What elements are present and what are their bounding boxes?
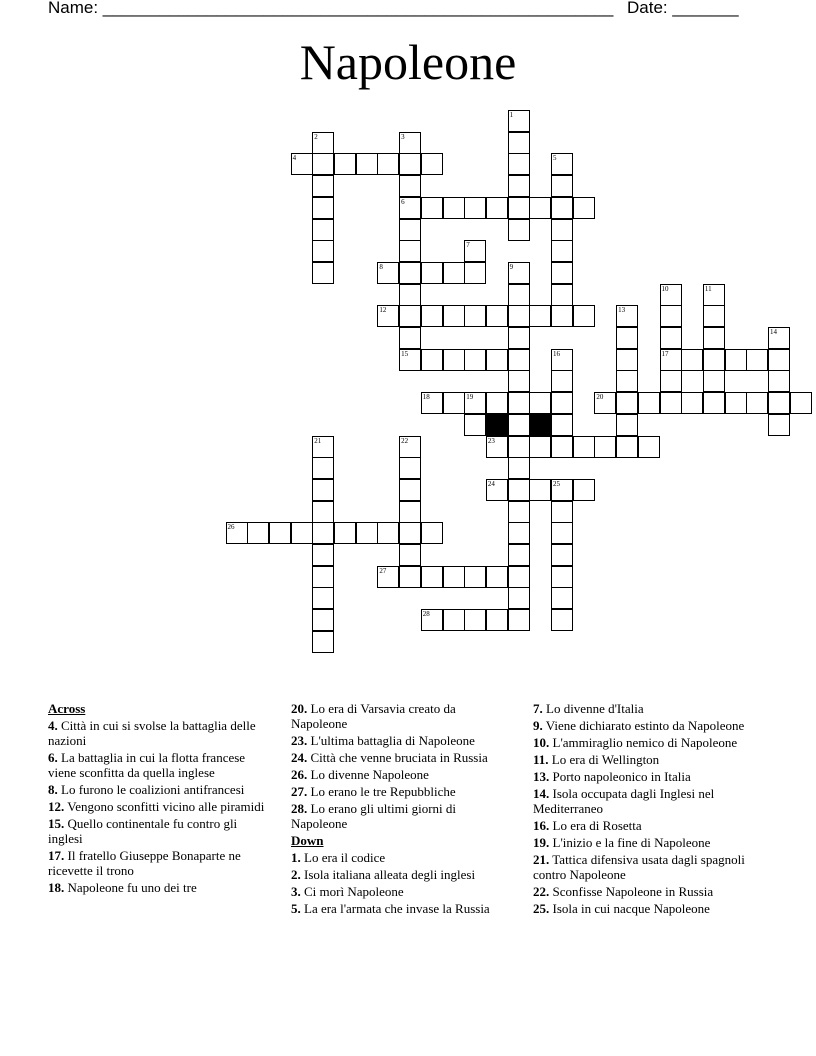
clue-item <box>48 816 270 846</box>
clue-number: 17. <box>48 848 65 863</box>
clue-text: L'ultima battaglia di Napoleone <box>307 733 475 748</box>
grid-cell[interactable] <box>551 566 573 588</box>
clue-number: 21. <box>533 852 550 867</box>
clue-item <box>291 850 513 865</box>
grid-cell[interactable] <box>508 566 530 588</box>
grid-cell[interactable] <box>421 197 443 219</box>
clue-number: 11. <box>533 752 549 767</box>
grid-cell[interactable] <box>508 479 530 501</box>
grid-cell[interactable] <box>443 392 465 414</box>
grid-cell[interactable] <box>399 175 421 197</box>
clue-number: 24. <box>291 750 308 765</box>
clue-text: L'ammiraglio nemico di Napoleone <box>549 735 738 750</box>
grid-cell[interactable] <box>768 370 790 392</box>
grid-cell[interactable] <box>377 522 399 544</box>
clue-item <box>533 786 763 816</box>
clue-number: 1 <box>509 111 514 119</box>
grid-cell[interactable] <box>443 305 465 327</box>
down-heading: Down <box>291 833 324 848</box>
clue-item <box>533 818 763 833</box>
grid-cell[interactable] <box>421 262 443 284</box>
grid-cell[interactable] <box>529 479 551 501</box>
grid-cell[interactable] <box>508 544 530 566</box>
grid-cell[interactable] <box>746 349 768 371</box>
grid-cell[interactable] <box>399 153 421 175</box>
clue-number: 7 <box>466 241 470 250</box>
clue-number: 19. <box>533 835 550 850</box>
grid-cell[interactable] <box>551 262 573 284</box>
grid-cell[interactable] <box>443 197 465 219</box>
clue-number: 9 <box>509 262 514 271</box>
clue-number: 22. <box>533 884 550 899</box>
grid-cell[interactable] <box>681 349 703 371</box>
clue-item <box>533 735 763 750</box>
grid-cell[interactable] <box>356 153 378 175</box>
grid-cell[interactable] <box>464 414 486 436</box>
clue-item <box>291 784 513 799</box>
name-field: Name: ______________________________________________________ <box>48 0 614 17</box>
grid-cell[interactable] <box>486 609 508 631</box>
clue-text: Isola italiana alleata degli inglesi <box>300 867 476 882</box>
grid-cell[interactable] <box>486 392 508 414</box>
grid-cell[interactable] <box>616 370 638 392</box>
grid-cell[interactable] <box>421 305 443 327</box>
grid-cell[interactable] <box>508 392 530 414</box>
grid-cell[interactable] <box>660 327 682 349</box>
grid-cell[interactable] <box>508 132 530 154</box>
grid-cell[interactable] <box>421 522 443 544</box>
clue-text: Lo divenne d'Italia <box>542 701 644 716</box>
clue-text: La battaglia in cui la flotta francese viene sconfitta da quella inglese <box>48 750 246 780</box>
clue-item <box>291 867 513 882</box>
clue-text: Lo furono le coalizioni antifrancesi <box>57 782 245 797</box>
clue-item <box>291 767 513 782</box>
clue-text: Lo era di Varsavia creato da Napoleone <box>291 701 456 731</box>
grid-cell[interactable] <box>551 392 573 414</box>
grid-cell[interactable] <box>725 349 747 371</box>
grid-cell[interactable] <box>703 370 725 392</box>
clue-text: Ci morì Napoleone <box>300 884 404 899</box>
clue-item <box>533 752 763 767</box>
clue-number: 17 <box>661 349 669 358</box>
clue-text: Tattica difensiva usata dagli spagnoli contro Napoleone <box>533 852 745 882</box>
clue-text: Lo era di Rosetta <box>549 818 642 833</box>
grid-cell[interactable] <box>312 219 334 241</box>
grid-cell[interactable] <box>399 522 421 544</box>
grid-cell[interactable] <box>247 522 269 544</box>
clues-column-2 <box>291 701 513 918</box>
clue-number: 27. <box>291 784 308 799</box>
grid-cell[interactable] <box>421 566 443 588</box>
grid-cell[interactable] <box>768 392 790 414</box>
grid-cell[interactable] <box>421 349 443 371</box>
grid-cell[interactable] <box>551 219 573 241</box>
clue-number: 22 <box>401 436 409 445</box>
grid-cell[interactable] <box>616 436 638 458</box>
grid-cell[interactable] <box>638 436 660 458</box>
grid-cell[interactable] <box>529 305 551 327</box>
clue-number: 14 <box>770 328 777 336</box>
grid-cell[interactable] <box>594 436 616 458</box>
clue-number: 12. <box>48 799 65 814</box>
clue-number: 16 <box>553 349 560 358</box>
clue-item <box>533 901 763 916</box>
clue-item <box>291 750 513 765</box>
grid-cell[interactable] <box>573 305 595 327</box>
grid-cell[interactable] <box>486 349 508 371</box>
clue-text: Napoleone fu uno dei tre <box>64 880 197 895</box>
clue-number: 28 <box>422 610 430 619</box>
clue-item <box>533 718 763 733</box>
clue-number: 15. <box>48 816 65 831</box>
grid-cell[interactable] <box>551 197 573 219</box>
clue-item <box>533 852 763 882</box>
grid-cell[interactable] <box>508 153 530 175</box>
clue-number: 26 <box>227 523 235 532</box>
grid-cell[interactable] <box>508 197 530 219</box>
clue-number: 10 <box>661 284 669 293</box>
grid-cell[interactable] <box>616 414 638 436</box>
grid-cell[interactable] <box>443 609 465 631</box>
clue-number: 7. <box>533 701 543 716</box>
grid-cell[interactable] <box>291 522 313 544</box>
grid-cell[interactable] <box>616 392 638 414</box>
grid-cell[interactable] <box>312 522 334 544</box>
grid-cell[interactable] <box>508 457 530 479</box>
clue-number: 21 <box>314 436 322 445</box>
clue-number: 20 <box>596 393 604 402</box>
grid-cell[interactable] <box>725 392 747 414</box>
grid-cell[interactable] <box>573 197 595 219</box>
grid-cell[interactable] <box>312 587 334 609</box>
clue-number: 12 <box>379 306 387 315</box>
grid-cell[interactable] <box>660 392 682 414</box>
grid-cell[interactable] <box>768 349 790 371</box>
grid-cell[interactable] <box>703 327 725 349</box>
grid-cell[interactable] <box>399 544 421 566</box>
grid-cell[interactable] <box>746 392 768 414</box>
clue-item <box>533 835 763 850</box>
grid-cell[interactable] <box>508 436 530 458</box>
clue-number: 25 <box>553 479 560 488</box>
clue-number: 14. <box>533 786 550 801</box>
clue-number: 23. <box>291 733 308 748</box>
clue-number: 23 <box>487 436 495 445</box>
clue-text: Isola in cui nacque Napoleone <box>549 901 710 916</box>
grid-cell[interactable] <box>443 349 465 371</box>
grid-cell[interactable] <box>399 479 421 501</box>
grid-cell[interactable] <box>551 501 573 523</box>
grid-cell[interactable] <box>312 631 334 653</box>
grid-cell[interactable] <box>508 175 530 197</box>
grid-cell[interactable] <box>616 327 638 349</box>
grid-block <box>486 414 508 436</box>
clue-number: 20. <box>291 701 308 716</box>
grid-cell[interactable] <box>551 284 573 306</box>
clue-number: 8 <box>379 262 383 271</box>
grid-cell[interactable] <box>529 436 551 458</box>
clue-text: Quello continentale fu contro gli inglesi <box>48 816 238 846</box>
grid-cell[interactable] <box>660 370 682 392</box>
clue-number: 2 <box>314 132 318 141</box>
clue-text: Sconfisse Napoleone in Russia <box>549 884 714 899</box>
grid-cell[interactable] <box>312 457 334 479</box>
clue-text: Lo erano le tre Repubbliche <box>307 784 456 799</box>
grid-cell[interactable] <box>508 370 530 392</box>
clue-number: 26. <box>291 767 308 782</box>
clue-item <box>48 750 270 780</box>
clue-number: 6. <box>48 750 58 765</box>
grid-cell[interactable] <box>551 305 573 327</box>
clue-item <box>48 848 270 878</box>
clue-number: 10. <box>533 735 550 750</box>
clue-text: Città in cui si svolse la battaglia delle nazioni <box>48 718 256 748</box>
clues-column-1 <box>48 701 270 897</box>
clue-number: 1. <box>291 850 301 865</box>
clue-text: Vengono sconfitti vicino alle piramidi <box>64 799 265 814</box>
grid-cell[interactable] <box>551 609 573 631</box>
date-field: Date: _______ <box>627 0 739 17</box>
grid-cell[interactable] <box>529 392 551 414</box>
clue-item <box>48 799 270 814</box>
clue-text: Isola occupata dagli Inglesi nel Mediterraneo <box>533 786 715 816</box>
clue-number: 5 <box>553 154 557 163</box>
clue-number: 4 <box>292 154 297 163</box>
grid-cell[interactable] <box>312 197 334 219</box>
grid-cell[interactable] <box>551 175 573 197</box>
grid-cell[interactable] <box>399 219 421 241</box>
grid-cell[interactable] <box>269 522 291 544</box>
grid-block <box>529 414 551 436</box>
grid-cell[interactable] <box>638 392 660 414</box>
clue-number: 16. <box>533 818 550 833</box>
clue-item <box>291 801 513 831</box>
clue-text: Lo era di Wellington <box>548 752 660 767</box>
grid-cell[interactable] <box>377 153 399 175</box>
clue-number: 28. <box>291 801 308 816</box>
clue-text: Lo erano gli ultimi giorni di Napoleone <box>291 801 457 831</box>
clue-text: Lo divenne Napoleone <box>307 767 429 782</box>
grid-cell[interactable] <box>508 219 530 241</box>
grid-cell[interactable] <box>464 305 486 327</box>
grid-cell[interactable] <box>508 327 530 349</box>
clue-number: 13 <box>618 306 626 315</box>
clue-number: 5. <box>291 901 301 916</box>
clue-item <box>291 733 513 748</box>
grid-cell[interactable] <box>334 522 356 544</box>
grid-cell[interactable] <box>399 457 421 479</box>
grid-cell[interactable] <box>508 305 530 327</box>
grid-cell[interactable] <box>312 544 334 566</box>
grid-cell[interactable] <box>790 392 812 414</box>
clue-item <box>48 880 270 895</box>
clue-text: Viene dichiarato estinto da Napoleone <box>542 718 745 733</box>
grid-cell[interactable] <box>464 197 486 219</box>
clue-text: L'inizio e la fine di Napoleone <box>549 835 711 850</box>
grid-cell[interactable] <box>312 175 334 197</box>
grid-cell[interactable] <box>399 501 421 523</box>
clue-number: 4. <box>48 718 58 733</box>
grid-cell[interactable] <box>464 262 486 284</box>
grid-cell[interactable] <box>399 284 421 306</box>
clues-column-3 <box>533 701 763 918</box>
clue-number: 27 <box>379 566 387 575</box>
grid-cell[interactable] <box>551 436 573 458</box>
grid-cell[interactable] <box>399 262 421 284</box>
grid-cell[interactable] <box>551 414 573 436</box>
clue-item <box>533 769 763 784</box>
grid-cell[interactable] <box>703 349 725 371</box>
grid-cell[interactable] <box>681 392 703 414</box>
grid-cell[interactable] <box>551 587 573 609</box>
clue-item <box>291 884 513 899</box>
clue-number: 24 <box>487 479 495 488</box>
grid-cell[interactable] <box>312 240 334 262</box>
grid-cell[interactable] <box>551 370 573 392</box>
page-title: Napoleone <box>299 34 517 90</box>
grid-cell[interactable] <box>312 609 334 631</box>
grid-cell[interactable] <box>660 305 682 327</box>
grid-cell[interactable] <box>421 153 443 175</box>
clue-item <box>291 701 513 731</box>
clue-item <box>291 901 513 916</box>
grid-cell[interactable] <box>443 566 465 588</box>
grid-cell[interactable] <box>703 305 725 327</box>
grid-cell[interactable] <box>508 414 530 436</box>
grid-cell[interactable] <box>312 501 334 523</box>
grid-cell[interactable] <box>464 349 486 371</box>
across-heading: Across <box>48 701 86 716</box>
clue-number: 25. <box>533 901 550 916</box>
grid-cell[interactable] <box>703 392 725 414</box>
grid-cell[interactable] <box>399 566 421 588</box>
grid-cell[interactable] <box>443 262 465 284</box>
grid-cell[interactable] <box>508 349 530 371</box>
clue-text: Il fratello Giuseppe Bonaparte ne ricevette il trono <box>48 848 241 878</box>
clue-number: 3 <box>401 132 405 141</box>
clue-number: 3. <box>291 884 301 899</box>
grid-cell[interactable] <box>768 414 790 436</box>
clue-number: 11 <box>704 284 712 293</box>
grid-cell[interactable] <box>529 197 551 219</box>
clue-item <box>533 884 763 899</box>
grid-cell[interactable] <box>334 153 356 175</box>
clue-number: 19 <box>466 393 474 402</box>
clue-item <box>533 701 763 716</box>
grid-cell[interactable] <box>616 349 638 371</box>
grid-cell[interactable] <box>508 609 530 631</box>
grid-cell[interactable] <box>573 436 595 458</box>
grid-cell[interactable] <box>399 240 421 262</box>
grid-cell[interactable] <box>312 566 334 588</box>
clue-number: 9. <box>533 718 543 733</box>
grid-cell[interactable] <box>464 609 486 631</box>
grid-cell[interactable] <box>399 305 421 327</box>
clue-number: 15 <box>401 349 409 358</box>
grid-cell[interactable] <box>551 544 573 566</box>
clue-text: Lo era il codice <box>300 850 386 865</box>
grid-cell[interactable] <box>312 479 334 501</box>
grid-cell[interactable] <box>508 284 530 306</box>
clue-text: La era l'armata che invase la Russia <box>300 901 490 916</box>
grid-cell[interactable] <box>508 522 530 544</box>
clue-number: 6 <box>401 197 405 206</box>
grid-cell[interactable] <box>508 587 530 609</box>
clue-number: 13. <box>533 769 550 784</box>
clue-number: 8. <box>48 782 58 797</box>
grid-cell[interactable] <box>312 153 334 175</box>
clue-item <box>48 782 270 797</box>
clue-item <box>48 718 270 748</box>
grid-cell[interactable] <box>399 327 421 349</box>
grid-cell[interactable] <box>551 240 573 262</box>
clue-text: Città che venne bruciata in Russia <box>307 750 488 765</box>
clue-number: 18. <box>48 880 65 895</box>
grid-cell[interactable] <box>508 501 530 523</box>
grid-cell[interactable] <box>356 522 378 544</box>
clue-number: 18 <box>422 393 430 402</box>
grid-cell[interactable] <box>486 566 508 588</box>
grid-cell[interactable] <box>573 479 595 501</box>
clue-number: 2. <box>291 867 301 882</box>
clue-text: Porto napoleonico in Italia <box>549 769 691 784</box>
grid-cell[interactable] <box>551 522 573 544</box>
grid-cell[interactable] <box>486 305 508 327</box>
grid-cell[interactable] <box>312 262 334 284</box>
grid-cell[interactable] <box>464 566 486 588</box>
grid-cell[interactable] <box>486 197 508 219</box>
